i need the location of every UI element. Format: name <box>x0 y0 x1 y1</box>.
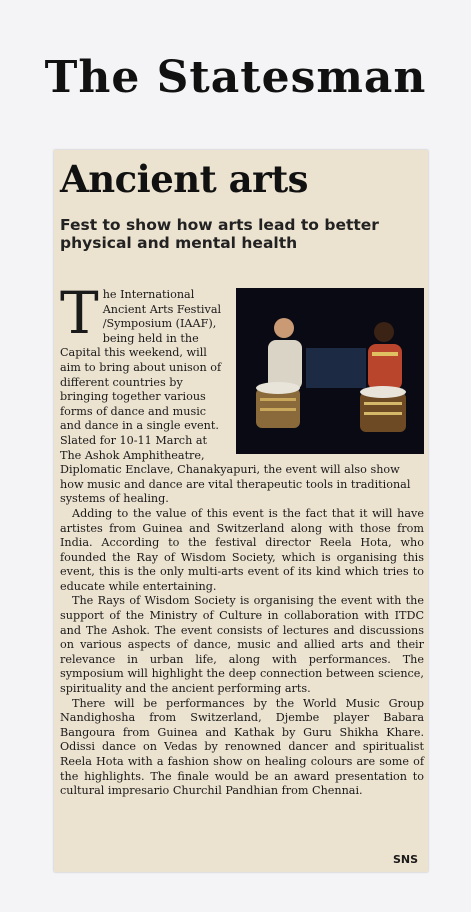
newspaper-masthead: The Statesman <box>44 52 427 103</box>
article-headline: Ancient arts <box>60 157 308 201</box>
body-paragraph: There will be performances by the World Music Group Nandighosha from Switzerland, Djembe player Babara Bangoura from Guinea and Kathak by Guru Shikha Khare. Odissi dance on Vedas by renowned dancer and spiritualist Reela Hota with a fashion show on healing colours are some of the highlights. The finale would be an award presentation to cultural impresario Churchil Pandhian from Chennai. <box>60 696 424 798</box>
drop-cap: T <box>60 279 99 347</box>
article-subhead: Fest to show how arts lead to better physical and mental health <box>60 216 379 252</box>
body-paragraph: Adding to the value of this event is the fact that it will have artistes from Guinea and Switzerland along with those from India. According to the festival director Reela Hota, who founded the Ray of Wisdom Society, which is organising this event, this is the only multi-arts event of its kind which tries to educate while entertaining. <box>60 506 424 593</box>
body-paragraph: The Rays of Wisdom Society is organising the event with the support of the Ministry of Culture in collaboration with ITDC and The Ashok. The event consists of lectures and discussions on various aspects of dance, music and allied arts and their relevance in urban life, along with performances. The symposium will highlight the deep connection between science, spirituality and the ancient performing arts. <box>60 594 424 696</box>
article-photo <box>236 288 424 454</box>
drummers-photo-illustration <box>236 288 424 454</box>
article-body <box>60 279 424 799</box>
article-byline: SNS <box>392 853 418 866</box>
newspaper-clipping <box>54 150 428 872</box>
lead-text: he International Ancient Arts Festival /Symposium (IAAF), being held in the Capital this weekend, will aim to bring about unison of different countries by bringing together various forms of dance and music and dance in a single event. Slated for 10-11 March at The Ashok Amphitheatre, Diplomatic Enclave, Chanakyapuri, the event will also show how music and dance are vital therapeutic tools in traditional systems of healing. <box>60 288 411 506</box>
